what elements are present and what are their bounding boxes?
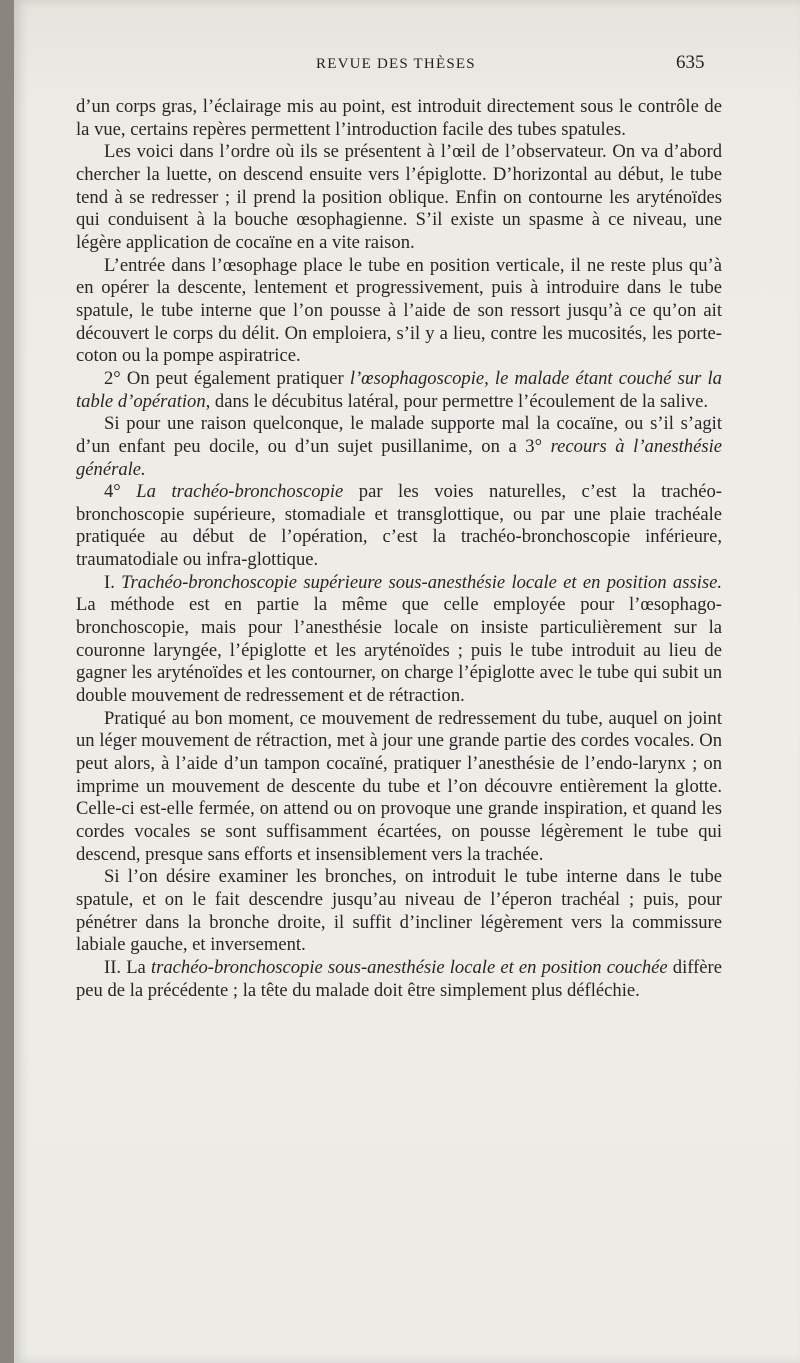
text-run: diffère peu de la précédente ; la tête du malade doit être simplement plus défléchie. — [76, 956, 722, 1001]
paragraph — [76, 368, 722, 413]
text-run: I. — [104, 571, 122, 593]
book-page — [14, 0, 800, 1363]
paragraph — [76, 866, 722, 957]
text-run: L’entrée dans l’œsophage place le tube en position verticale, il ne reste plus qu’à en opérer la descente, lentement et progressivement, puis à introduire dans le tube spatule, le tube interne que l’on pousse à l’aide de son ressort jusqu’à ce qu’on ait découvert le corps du délit. On emploiera, s’il y a lieu, contre les mucosités, les porte-coton ou la pompe aspiratrice. — [76, 254, 722, 367]
text-run: d’un corps gras, l’éclairage mis au point, est introduit directement sous le contrôle de la vue, certains repères permettent l’introduction facile des tubes spatules. — [76, 96, 722, 140]
body-text — [76, 96, 722, 1002]
paragraph — [76, 708, 722, 867]
paragraph — [76, 413, 722, 481]
paragraph — [76, 481, 722, 572]
italic-text-run: l’œsophagoscopie, le malade étant couché sur la table d’opération, — [76, 367, 722, 412]
text-run: La méthode est en partie la même que celle employée pour l’œsophago-bronchoscopie, mais pour l’anesthésie locale on insiste particulièrement sur la couronne laryngée, l’épiglotte et les aryténoïdes ; puis le tube introduit au lieu de gagner les aryténoïdes et les contourner, on charge l’épiglotte avec le tube qui subit un double mouvement de redressement et de rétraction. — [76, 594, 722, 707]
text-run: II. La — [104, 956, 151, 978]
paragraph — [76, 957, 722, 1002]
text-run: 2° On peut également pratiquer — [104, 367, 350, 389]
italic-text-run: recours à l’anesthésie générale. — [76, 435, 722, 480]
italic-text-run: trachéo-bronchoscopie sous-anesthésie locale et en position couchée — [150, 956, 668, 978]
running-head: REVUE DES THÈSES — [316, 56, 476, 72]
text-run: par les voies naturelles, c’est la trachéo-bronchoscopie supérieure, stomadiale et transglottique, ou par une plaie trachéale pratiquée au début de l’opération, c’est la trachéo-bronchoscopie inférieure, traumatodiale ou infra-glottique. — [76, 481, 722, 571]
text-run: Si l’on désire examiner les bronches, on introduit le tube interne dans le tube spatule, et on le fait descendre jusqu’au niveau de l’éperon trachéal ; puis, pour pénétrer dans la bronche droite, il suffit d’incliner légèrement vers la commissure labiale gauche, et inversement. — [76, 866, 722, 956]
page-number: 635 — [676, 52, 705, 73]
paragraph — [76, 255, 722, 368]
italic-text-run: Trachéo-bronchoscopie supérieure sous-anesthésie locale et en position assise. — [121, 571, 722, 593]
text-run: Pratiqué au bon moment, ce mouvement de redressement du tube, auquel on joint un léger mouvement de rétraction, met à jour une grande partie des cordes vocales. On peut alors, à l’aide d’un tampon cocaïné, pratiquer l’anesthésie de l’endo-larynx ; on imprime un mouvement de descente du tube et l’on découvre entièrement la glotte. Celle-ci est-elle fermée, on attend ou on provoque une grande inspiration, et quand les cordes vocales se sont suffisamment écartées, on pousse légèrement le tube qui descend, presque sans efforts et insensiblement vers la trachée. — [76, 707, 722, 865]
italic-text-run: La trachéo-bronchoscopie — [136, 481, 344, 503]
text-run: Si pour une raison quelconque, le malade supporte mal la cocaïne, ou s’il s’agit d’un enfant peu docile, ou d’un sujet pusillanime, on a 3° — [76, 413, 722, 457]
text-run: dans le décubitus latéral, pour permettre l’écoulement de la salive. — [210, 390, 708, 412]
paragraph — [76, 96, 722, 141]
text-run: Les voici dans l’ordre où ils se présentent à l’œil de l’observateur. On va d’abord chercher la luette, on descend ensuite vers l’épiglotte. D’horizontal au début, le tube tend à se redresser ; il prend la position oblique. Enfin on contourne les aryténoïdes qui conduisent à la bouche œsophagienne. S’il existe un spasme à ce niveau, une légère application de cocaïne en a vite raison. — [76, 141, 722, 253]
page-header — [14, 52, 800, 80]
paragraph — [76, 572, 722, 708]
text-run: 4° — [104, 481, 137, 503]
paragraph — [76, 141, 722, 254]
